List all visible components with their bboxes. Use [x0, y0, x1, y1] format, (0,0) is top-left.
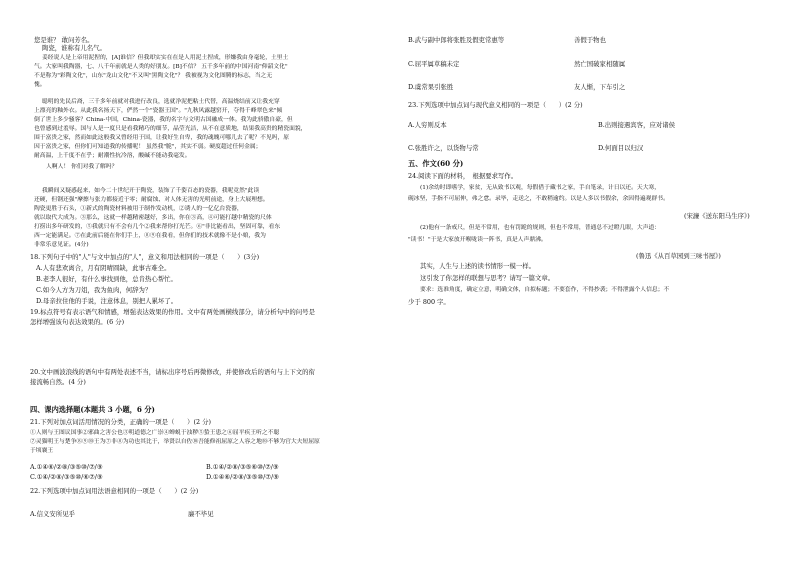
q22-option-c-left[interactable]: C.屈平属草稿未定	[408, 60, 460, 68]
q23-option-d[interactable]: D.何面目以归汉	[598, 144, 644, 152]
passage-line: 就以取代大成为。③那么，这就一样越精密越好，多出，你在③高，④可能打越中精瓷的尺体	[34, 215, 272, 221]
q21-item-line: ⑦灵猫明王与楚争⑧⑨⑩王为⑦非⑧为功也其比于，举贤以自佐⑩吾能修祖屈原之人容之地⑩不够为官大夫短屈原	[30, 439, 320, 445]
passage-line: 西一定能满足。⑦在此前后能在你们手上，⑧⑨在我看，但你们的技术就像不是小娘，我为	[34, 233, 266, 239]
q22-option-d-left[interactable]: D.虞常果引张胜	[408, 83, 454, 91]
passage-line: 人啊人！ 你们对我了解吗？	[46, 164, 118, 170]
material-1-line: 砚冰坚，手指不可屈伸，弗之怠。录毕，走送之，不敢稍逾约。以是人多以书假余，余因得遍观群书。	[408, 196, 669, 202]
question-20-line: 接流畅自然。(4 分)	[30, 378, 86, 386]
passage-line: 非常乐意见证。(4分)	[34, 242, 89, 248]
q18-option-b[interactable]: B.老李人很好，有什么事找到他，总肯热心帮忙。	[36, 275, 177, 283]
material-1-line: (1)余幼时即嗜学，家贫，无从致书以观，每假借于藏书之家，手自笔录，计日以还。天大寒，	[420, 185, 661, 191]
passage-line: 打捞出多年研发的，⑤我就只有不会有几个②我来帮你打光芒。⑥"非比能看出，坚固可靠，看东	[34, 224, 281, 230]
passage-line: 姜经说人是上帝用泥捏的，[A]谁信？但我却实实在在是人用泥土捏成，形嫌我由身毫轮，土里土	[42, 55, 289, 61]
passage-line: 上漂亮的釉外衣。从此我名扬天下，俨然一个"瓷器王国"。"九秋风露越窑开，夺得千峰翠色来"倾	[34, 108, 283, 114]
q22-option-b-right: 善假于物也	[574, 36, 606, 44]
question-19-line: 怎样增强该句表达效果的。(6 分)	[30, 318, 125, 326]
q21-item-line: 于顷襄王	[30, 448, 54, 454]
q23-option-c[interactable]: C.张胜许之，以货物与常	[408, 144, 479, 152]
q21-option-c[interactable]: C.①④/②⑧/③⑤⑩/⑥⑦/⑨	[30, 473, 103, 481]
passage-line: 倒了世上多少骚客？China-中国，China-瓷器，我的名字与文明古国融成一体。我为此骄傲自豪，但	[34, 117, 293, 123]
q21-option-a[interactable]: A.①④⑥/②⑧/③⑤⑩/⑦/⑨	[30, 463, 103, 471]
q22-option-b-left[interactable]: B.武与副中郎将张胜及假吏常惠等	[408, 36, 505, 44]
q23-option-b[interactable]: B.出则接遇宾客，应对诸侯	[598, 121, 676, 129]
passage-line: 也曾感到过羞辱。国与人是一度只是看我精巧的细节，晶莹光洁，从不在意质地，结果我高贵的精瓷面貌，	[34, 126, 307, 132]
passage-line: 聪明的先民后裔，三千多年前就对我进行改良，选就净泥把粘土代替，高温烧结前又让我充穿	[42, 99, 280, 105]
section-5-heading: 五、作文(60 分)	[408, 159, 464, 168]
question-22-stem: 22.下列选项中加点词用法语意相同的一项是（ ）(2 分)	[30, 487, 199, 495]
passage-line: 围于富贵之家，然而如此这般我又曾经用于国，让我好生自卑，我的魂魄可哪儿去了呢？不见吗，原	[34, 135, 290, 141]
q23-option-a[interactable]: A.人穷则反本	[408, 121, 447, 129]
prompt-line: 少于 800 字。	[408, 298, 450, 306]
q21-item-line: ①人则与王图议国事②邪曲之害公也③明道德之广崇④蝉蜕于浊秽⑤蛰王患之⑥屈平疾王听之不聪	[30, 430, 280, 436]
q21-option-b[interactable]: B.①④/②⑧/③⑤⑥⑩/⑦/⑨	[206, 463, 279, 471]
question-18-stem: 18.下列句子中的"人"与文中加点的"人"，意义和用法相同的一项是（ ）(3分)	[30, 253, 260, 261]
q22-option-a-right: 廉不毕见	[188, 510, 214, 518]
q22-option-c-right: 然亡国破家相随属	[574, 60, 626, 68]
section-4-heading: 四、课内选择题(本题共 3 小题，6 分)	[30, 405, 155, 414]
passage-line: 不是称为"彩陶文化"，山东"龙山文化"不又叫"黑陶文化"？ 我被视为文化图腾的标志，当之无	[34, 73, 273, 79]
prompt-line: 这引发了你怎样的联想与思考？请写一篇文章。	[420, 274, 555, 282]
passage-line: 您是谁？ 敢问芳名。	[34, 36, 94, 44]
question-24-stem: 24.阅读下面的材料， 根据要求写作。	[408, 172, 518, 180]
material-2-line: (2)他有一条戒尺，但是不常用，也有罚跪的规则，但也不常用，普通总不过瞪几眼，大声道：	[420, 225, 661, 231]
q18-option-d[interactable]: D.母亲拉住他的手说，注意体息，别把人累坏了。	[36, 297, 178, 305]
material-1-source: (宋濂《送东阳马生序》)	[684, 212, 750, 220]
q21-option-d[interactable]: D.①④⑥/②⑧/③⑤⑩/⑦/⑨	[206, 473, 279, 481]
q22-option-a-left[interactable]: A.信义安所见乎	[30, 510, 75, 518]
prompt-line: 其实，人生与上述的读书情形一模一样。	[420, 262, 536, 270]
passage-line: 陶瓷更胜于石头，①新式的陶瓷材料被用于制作发动机，②诱人的一亿亿台瓷器，	[34, 206, 243, 212]
passage-line: 陶瓷，谁称有儿名气。	[42, 44, 106, 52]
question-20-line: 20.文中画波浪线的语句中有两处表述不当，请标出序号后再微修改，并使修改后的语句与上下文的衔	[30, 368, 315, 376]
q18-option-c[interactable]: C.如今人方为刀俎，我为鱼肉，何辞为？	[36, 286, 152, 294]
question-23-stem: 23.下列选项中加点词与现代意义相同的一项是（ ）(2 分)	[408, 101, 583, 109]
q18-option-a[interactable]: A.人有悲欢离合，月有阴晴圆缺，此事古难全。	[36, 264, 171, 272]
passage-line: 因于富贵之家，但你们可知道我的传播呢！ 虽然我"脆"，其实不弱。硬度超过任何金属；	[34, 144, 262, 150]
passage-line: 愧。	[34, 82, 46, 88]
material-2-source: (鲁迅《从百草园到三味书屋》)	[636, 252, 721, 260]
passage-line: 气。大家叫我陶器，七、八千年前就是人类的好朋友。[B]不信？ 五千多年前的中国河南"仰韶文化"	[34, 64, 288, 70]
prompt-line: 要求：选准角度，确定立意，明确文体，自拟标题；不要套作，不得抄袭；不得泄露个人信息；不	[420, 287, 670, 293]
question-21-stem: 21.下列对加点词活用情况的分类，正确的一项是（ ）(2 分)	[30, 418, 212, 426]
passage-line: 我瞬间又疑惑起来，如今二十世纪开于陶瓷，装饰了千姿百态的瓷器，我呢竟然"此读	[42, 188, 260, 194]
passage-line: 耐高温，上千度不在乎；耐潮性抗冷溶，酸碱不能动我毫发。	[34, 153, 191, 159]
question-19-line: 19.标点符号有表示语气和情感，增强表达效果的作用。文中有两处画横线部分，请分析句中的问号是	[30, 308, 315, 316]
passage-line: 还硬，但钢还强"摩擦与张力都接近于零；耐腐蚀、对人体无害的光明前途，身上大展理想。	[34, 197, 269, 203]
material-2-line: "读书！"于是大家放开喉咙读一阵书，真是人声鼎沸。	[408, 237, 547, 243]
q22-option-d-right: 友人惭，下车引之	[574, 83, 626, 91]
